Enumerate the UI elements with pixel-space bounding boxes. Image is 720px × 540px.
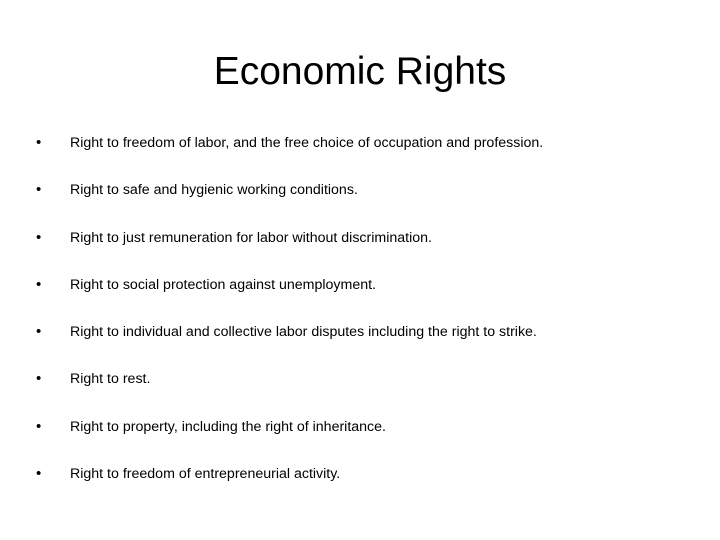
bullet-text: Right to property, including the right of inheritance. (70, 418, 386, 435)
list-item (36, 180, 696, 227)
bullet-icon: • (36, 323, 42, 341)
bullet-text: Right to rest. (70, 371, 151, 388)
slide-title: Economic Rights (213, 50, 507, 93)
bullet-text: Right to individual and collective labor disputes including the right to strike. (70, 324, 537, 341)
bullet-list (36, 133, 696, 511)
bullet-icon: • (36, 275, 42, 293)
list-item (36, 369, 696, 416)
bullet-icon: • (36, 134, 42, 151)
bullet-icon: • (36, 370, 42, 388)
list-item (36, 322, 696, 369)
list-item (36, 417, 696, 464)
list-item (36, 228, 696, 275)
bullet-icon: • (36, 417, 42, 435)
list-item (36, 133, 696, 180)
list-item (36, 275, 696, 322)
bullet-icon: • (36, 181, 42, 199)
bullet-icon: • (36, 465, 42, 483)
bullet-text: Right to freedom of entrepreneurial activity. (70, 466, 341, 483)
bullet-text: Right to social protection against unemployment. (70, 276, 376, 293)
bullet-text: Right to freedom of labor, and the free choice of occupation and profession. (70, 135, 544, 151)
bullet-text: Right to safe and hygienic working conditions. (70, 182, 358, 199)
bullet-text: Right to just remuneration for labor without discrimination. (70, 229, 432, 246)
list-item (36, 464, 696, 511)
bullet-icon: • (36, 228, 42, 246)
